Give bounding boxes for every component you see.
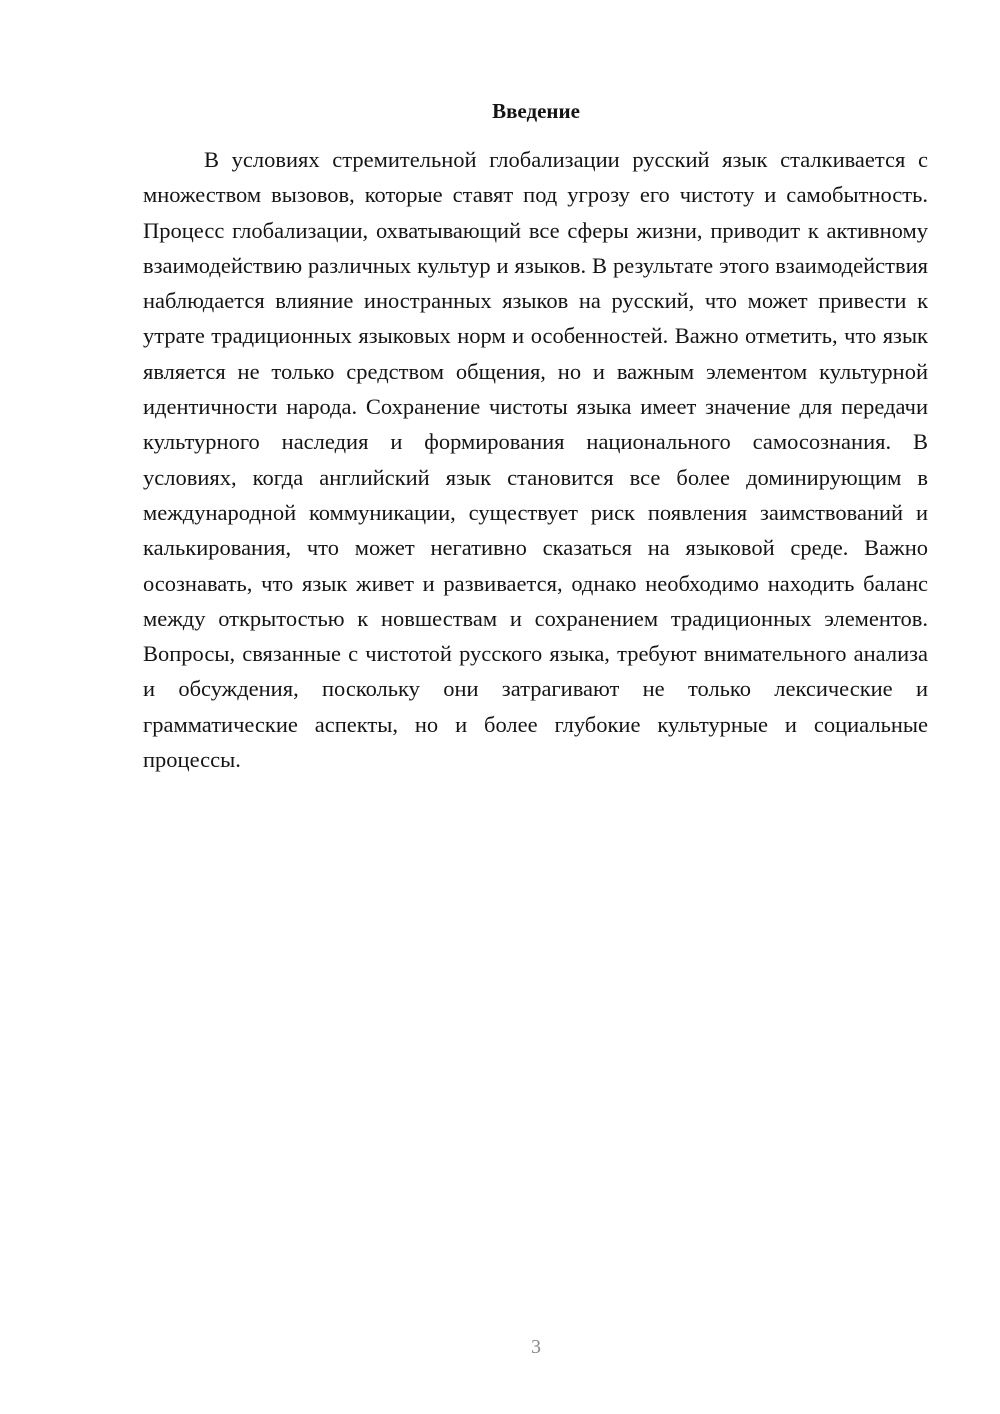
section-heading: Введение xyxy=(492,99,580,123)
body-paragraph: В условиях стремительной глобализации русский язык сталкивается с множеством вызовов, которые ставят под угрозу его чистоту и самобытность. Процесс глобализации, охватывающий все сферы жизни, приводит к активному взаимодействию различных культур и языков. В результате этого взаимодействия наблюдается влияние иностранных языков на русский, что может привести к утрате традиционных языковых норм и особенностей. Важно отметить, что язык является не только средством общения, но и важным элементом культурной идентичности народа. Сохранение чистоты языка имеет значение для передачи культурного наследия и формирования национального самосознания. В условиях, когда английский язык становится все более доминирующим в международной коммуникации, существует риск появления заимствований и калькирования, что может негативно сказаться на языковой среде. Важно осознавать, что язык живет и развивается, однако необходимо находить баланс между открытостью к новшествам и сохранением традиционных элементов. Вопросы, связанные с чистотой русского языка, требуют внимательного анализа и обсуждения, поскольку они затрагивают не только лексические и грамматические аспекты, но и более глубокие культурные и социальные процессы. xyxy=(143,147,928,773)
page-number: 3 xyxy=(531,1336,541,1358)
